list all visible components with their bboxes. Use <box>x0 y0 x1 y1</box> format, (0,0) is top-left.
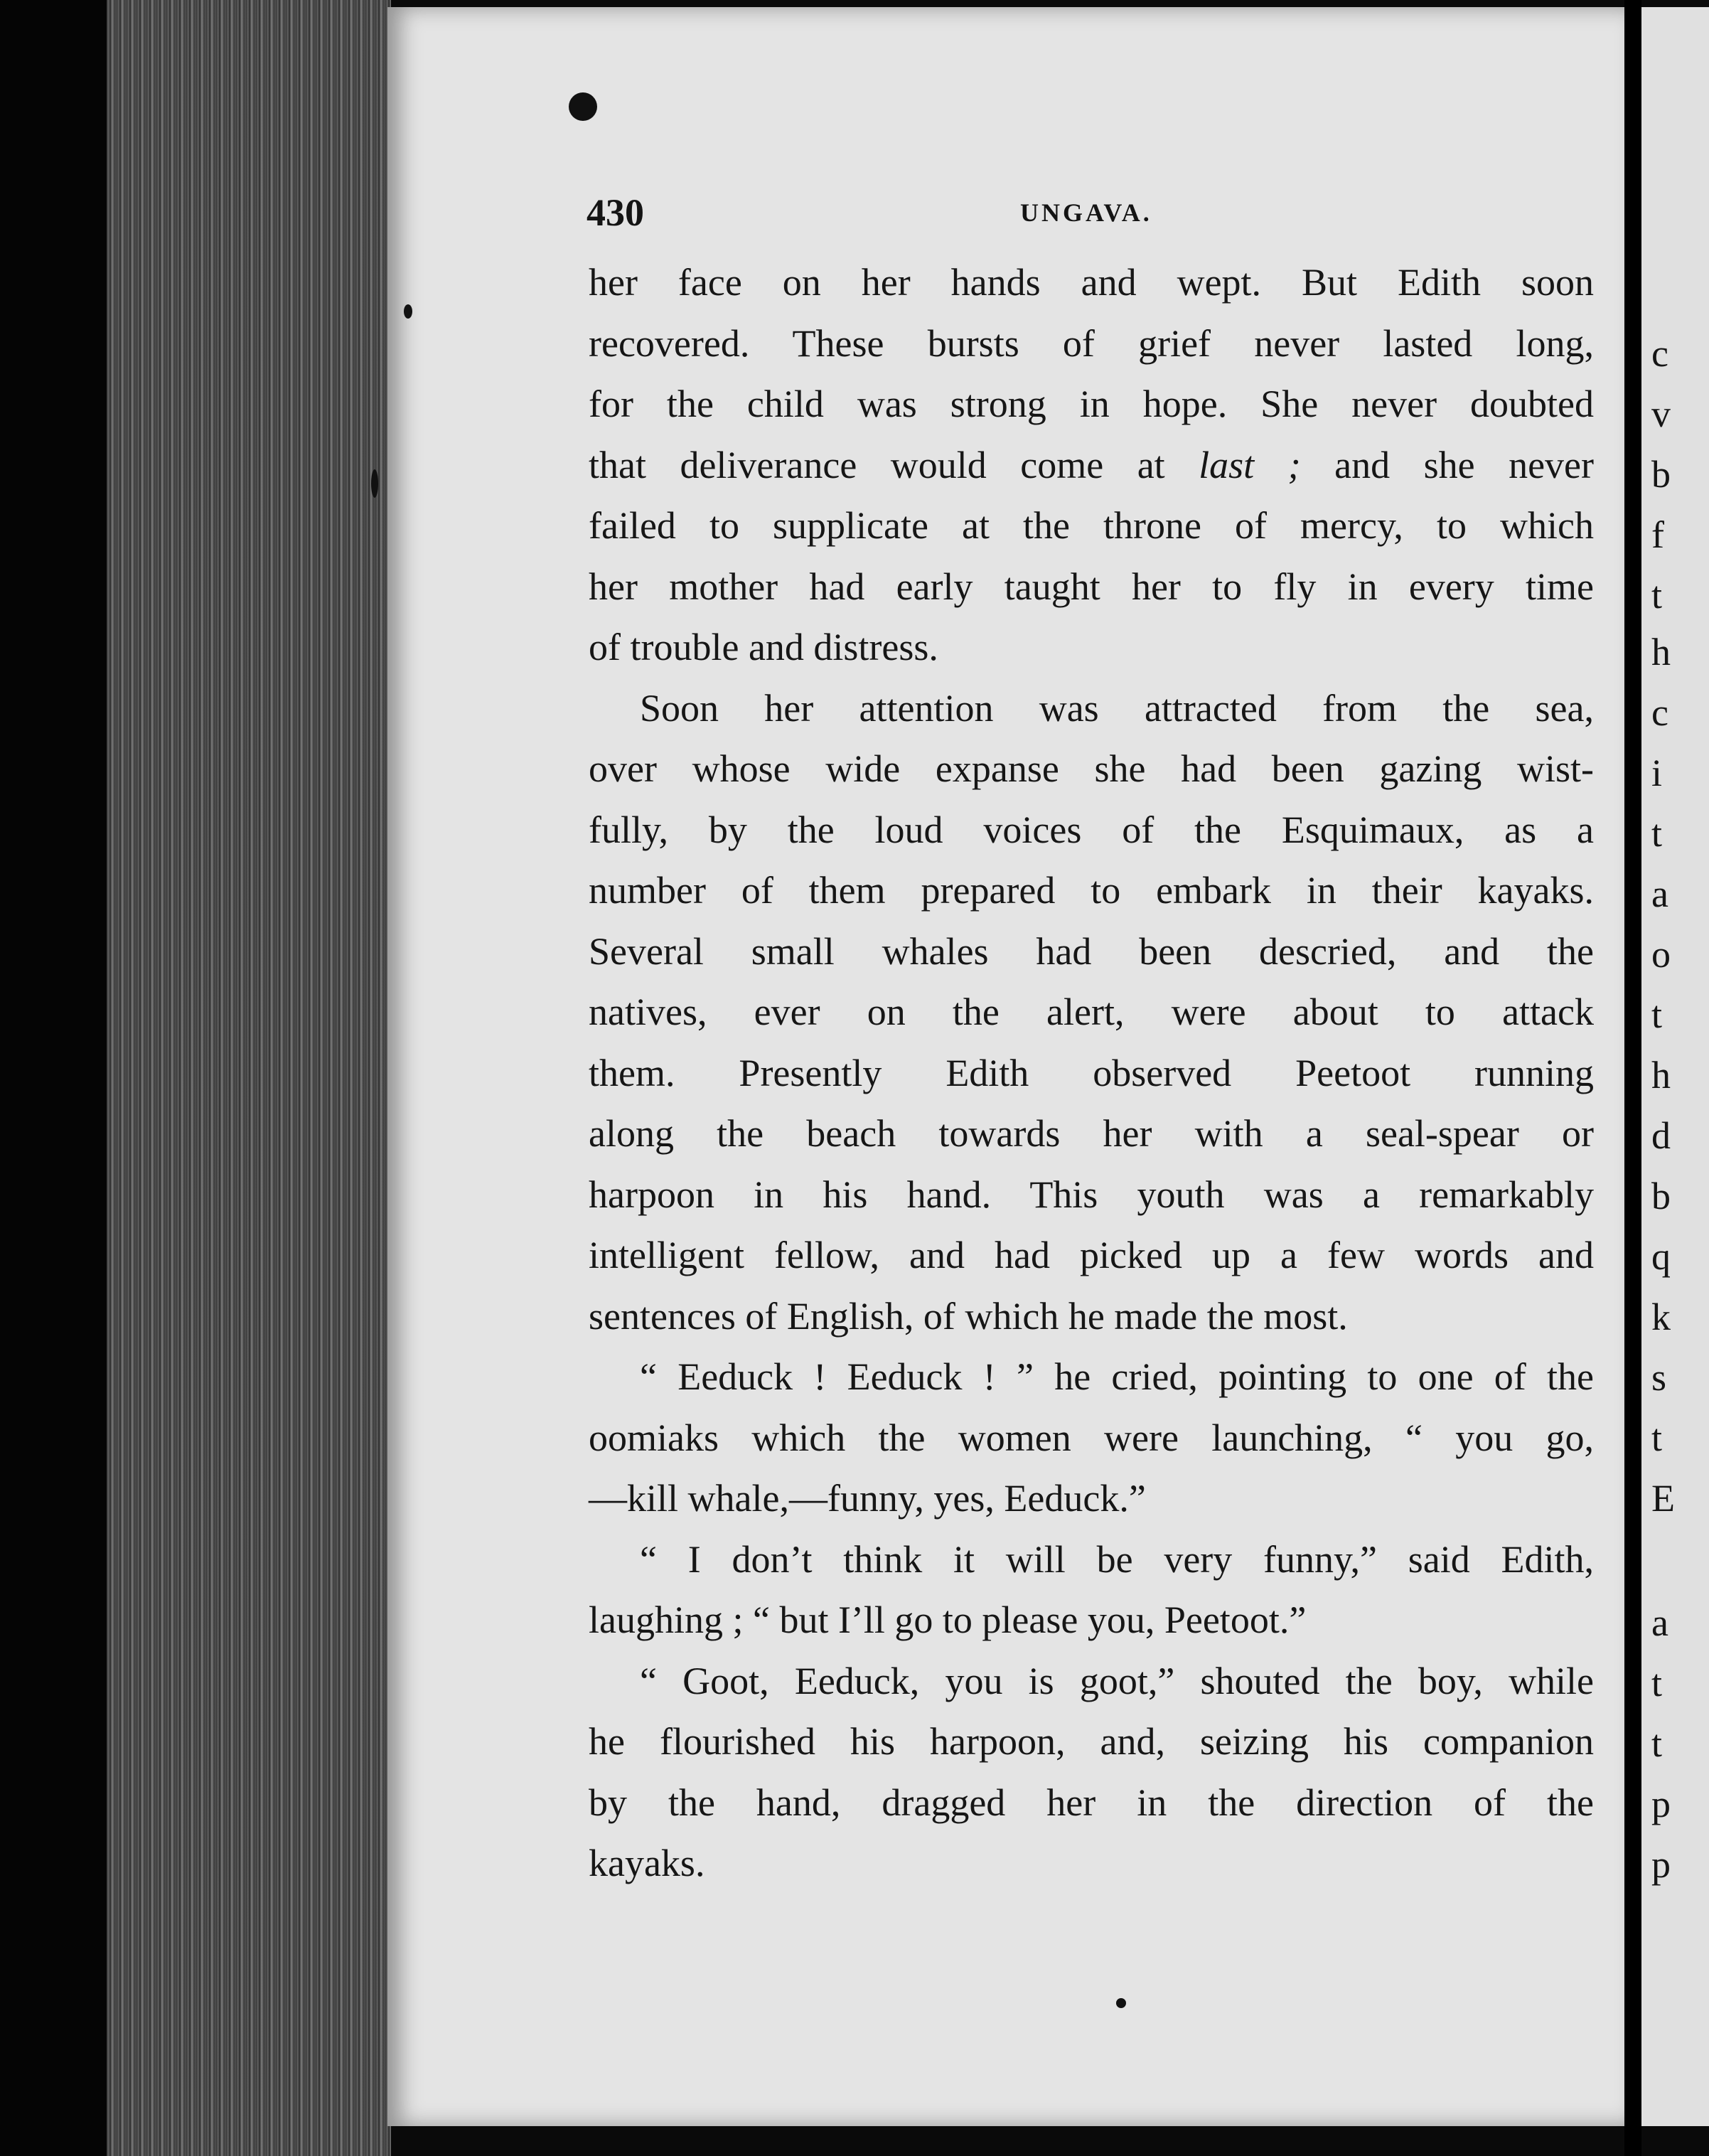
text-line: oomiaks which the women were launching, “ you go, <box>589 1416 1594 1459</box>
text-line: recovered. These bursts of grief never lasted long, <box>589 321 1594 365</box>
ink-speck <box>404 304 412 319</box>
page-number: 430 <box>586 191 644 234</box>
facing-page-letter: q <box>1651 1235 1671 1278</box>
facing-page-letter: i <box>1651 752 1663 794</box>
text-line: natives, ever on the alert, were about to attack <box>589 991 1594 1033</box>
text-line: her face on her hands and wept. But Edith soon <box>589 261 1594 304</box>
text-line: failed to supplicate at the throne of mercy, to which <box>589 504 1594 547</box>
facing-page-letter: v <box>1651 393 1671 435</box>
facing-page-letter: b <box>1651 1175 1671 1217</box>
facing-page-letter: t <box>1651 574 1663 617</box>
text-line: them. Presently Edith observed Peetoot running <box>589 1051 1594 1094</box>
text-line: —kill whale,—funny, yes, Eeduck.” <box>589 1477 1146 1520</box>
book-binding-gutter <box>1624 0 1641 2156</box>
text-line: number of them prepared to embark in their kayaks. <box>589 869 1594 912</box>
text-line: over whose wide expanse she had been gazing wist- <box>589 747 1594 790</box>
text-line: by the hand, dragged her in the direction of the <box>589 1781 1594 1824</box>
text-line: for the child was strong in hope. She never doubted <box>589 383 1594 425</box>
text-line: sentences of English, of which he made the most. <box>589 1294 1348 1338</box>
facing-page-letter: t <box>1651 1416 1663 1459</box>
text-line: that deliverance would come at last ; and she never <box>589 443 1594 486</box>
facing-page-letter: t <box>1651 812 1663 855</box>
text-line: “ Eeduck ! Eeduck ! ” he cried, pointing to one of the <box>640 1355 1594 1398</box>
facing-page-letter: t <box>1651 1722 1663 1765</box>
running-title: UNGAVA. <box>1020 198 1152 227</box>
facing-page-letter: h <box>1651 1054 1671 1096</box>
facing-page-letter: a <box>1651 1601 1668 1644</box>
facing-page-edge <box>1641 7 1709 2126</box>
facing-page-letter: a <box>1651 872 1668 915</box>
text-line: along the beach towards her with a seal-spear or <box>589 1112 1594 1155</box>
text-line: “ Goot, Eeduck, you is goot,” shouted the boy, while <box>640 1659 1594 1702</box>
facing-page-letter: b <box>1651 453 1671 496</box>
text-line: of trouble and distress. <box>589 626 938 668</box>
facing-page-letter: p <box>1651 1783 1671 1825</box>
facing-page-letter: E <box>1651 1477 1675 1520</box>
facing-page-letter: h <box>1651 631 1671 673</box>
ink-speck <box>371 469 378 498</box>
facing-page-letter: t <box>1651 1662 1663 1704</box>
facing-page-letter: d <box>1651 1114 1671 1157</box>
body-text <box>589 252 1594 1894</box>
ink-speck <box>569 92 597 121</box>
text-line: intelligent fellow, and had picked up a few words and <box>589 1234 1594 1276</box>
text-line: Soon her attention was attracted from the sea, <box>640 686 1594 730</box>
text-line: her mother had early taught her to fly in every time <box>589 565 1594 608</box>
facing-page-letter: o <box>1651 933 1671 976</box>
facing-page-letter: f <box>1651 513 1664 556</box>
page-header <box>586 191 1592 240</box>
text-line: Several small whales had been descried, and the <box>589 929 1594 973</box>
facing-page-letter: p <box>1651 1843 1671 1886</box>
facing-page-letter: t <box>1651 993 1663 1036</box>
facing-page-letter: c <box>1651 691 1668 734</box>
text-line: “ I don’t think it will be very funny,” said Edith, <box>640 1537 1594 1581</box>
ink-speck <box>1116 1998 1126 2008</box>
text-line: fully, by the loud voices of the Esquimaux, as a <box>589 808 1594 851</box>
facing-page-letter: s <box>1651 1356 1667 1399</box>
scan-left-border <box>0 0 114 2156</box>
text-line: he flourished his harpoon, and, seizing his companion <box>589 1720 1594 1763</box>
book-page-edges <box>107 0 391 2156</box>
facing-page-letter: k <box>1651 1296 1671 1338</box>
text-line: laughing ; “ but I’ll go to please you, Peetoot.” <box>589 1599 1307 1641</box>
facing-page-letter: c <box>1651 332 1668 375</box>
text-line: harpoon in his hand. This youth was a remarkably <box>589 1173 1594 1216</box>
text-line: kayaks. <box>589 1842 705 1884</box>
